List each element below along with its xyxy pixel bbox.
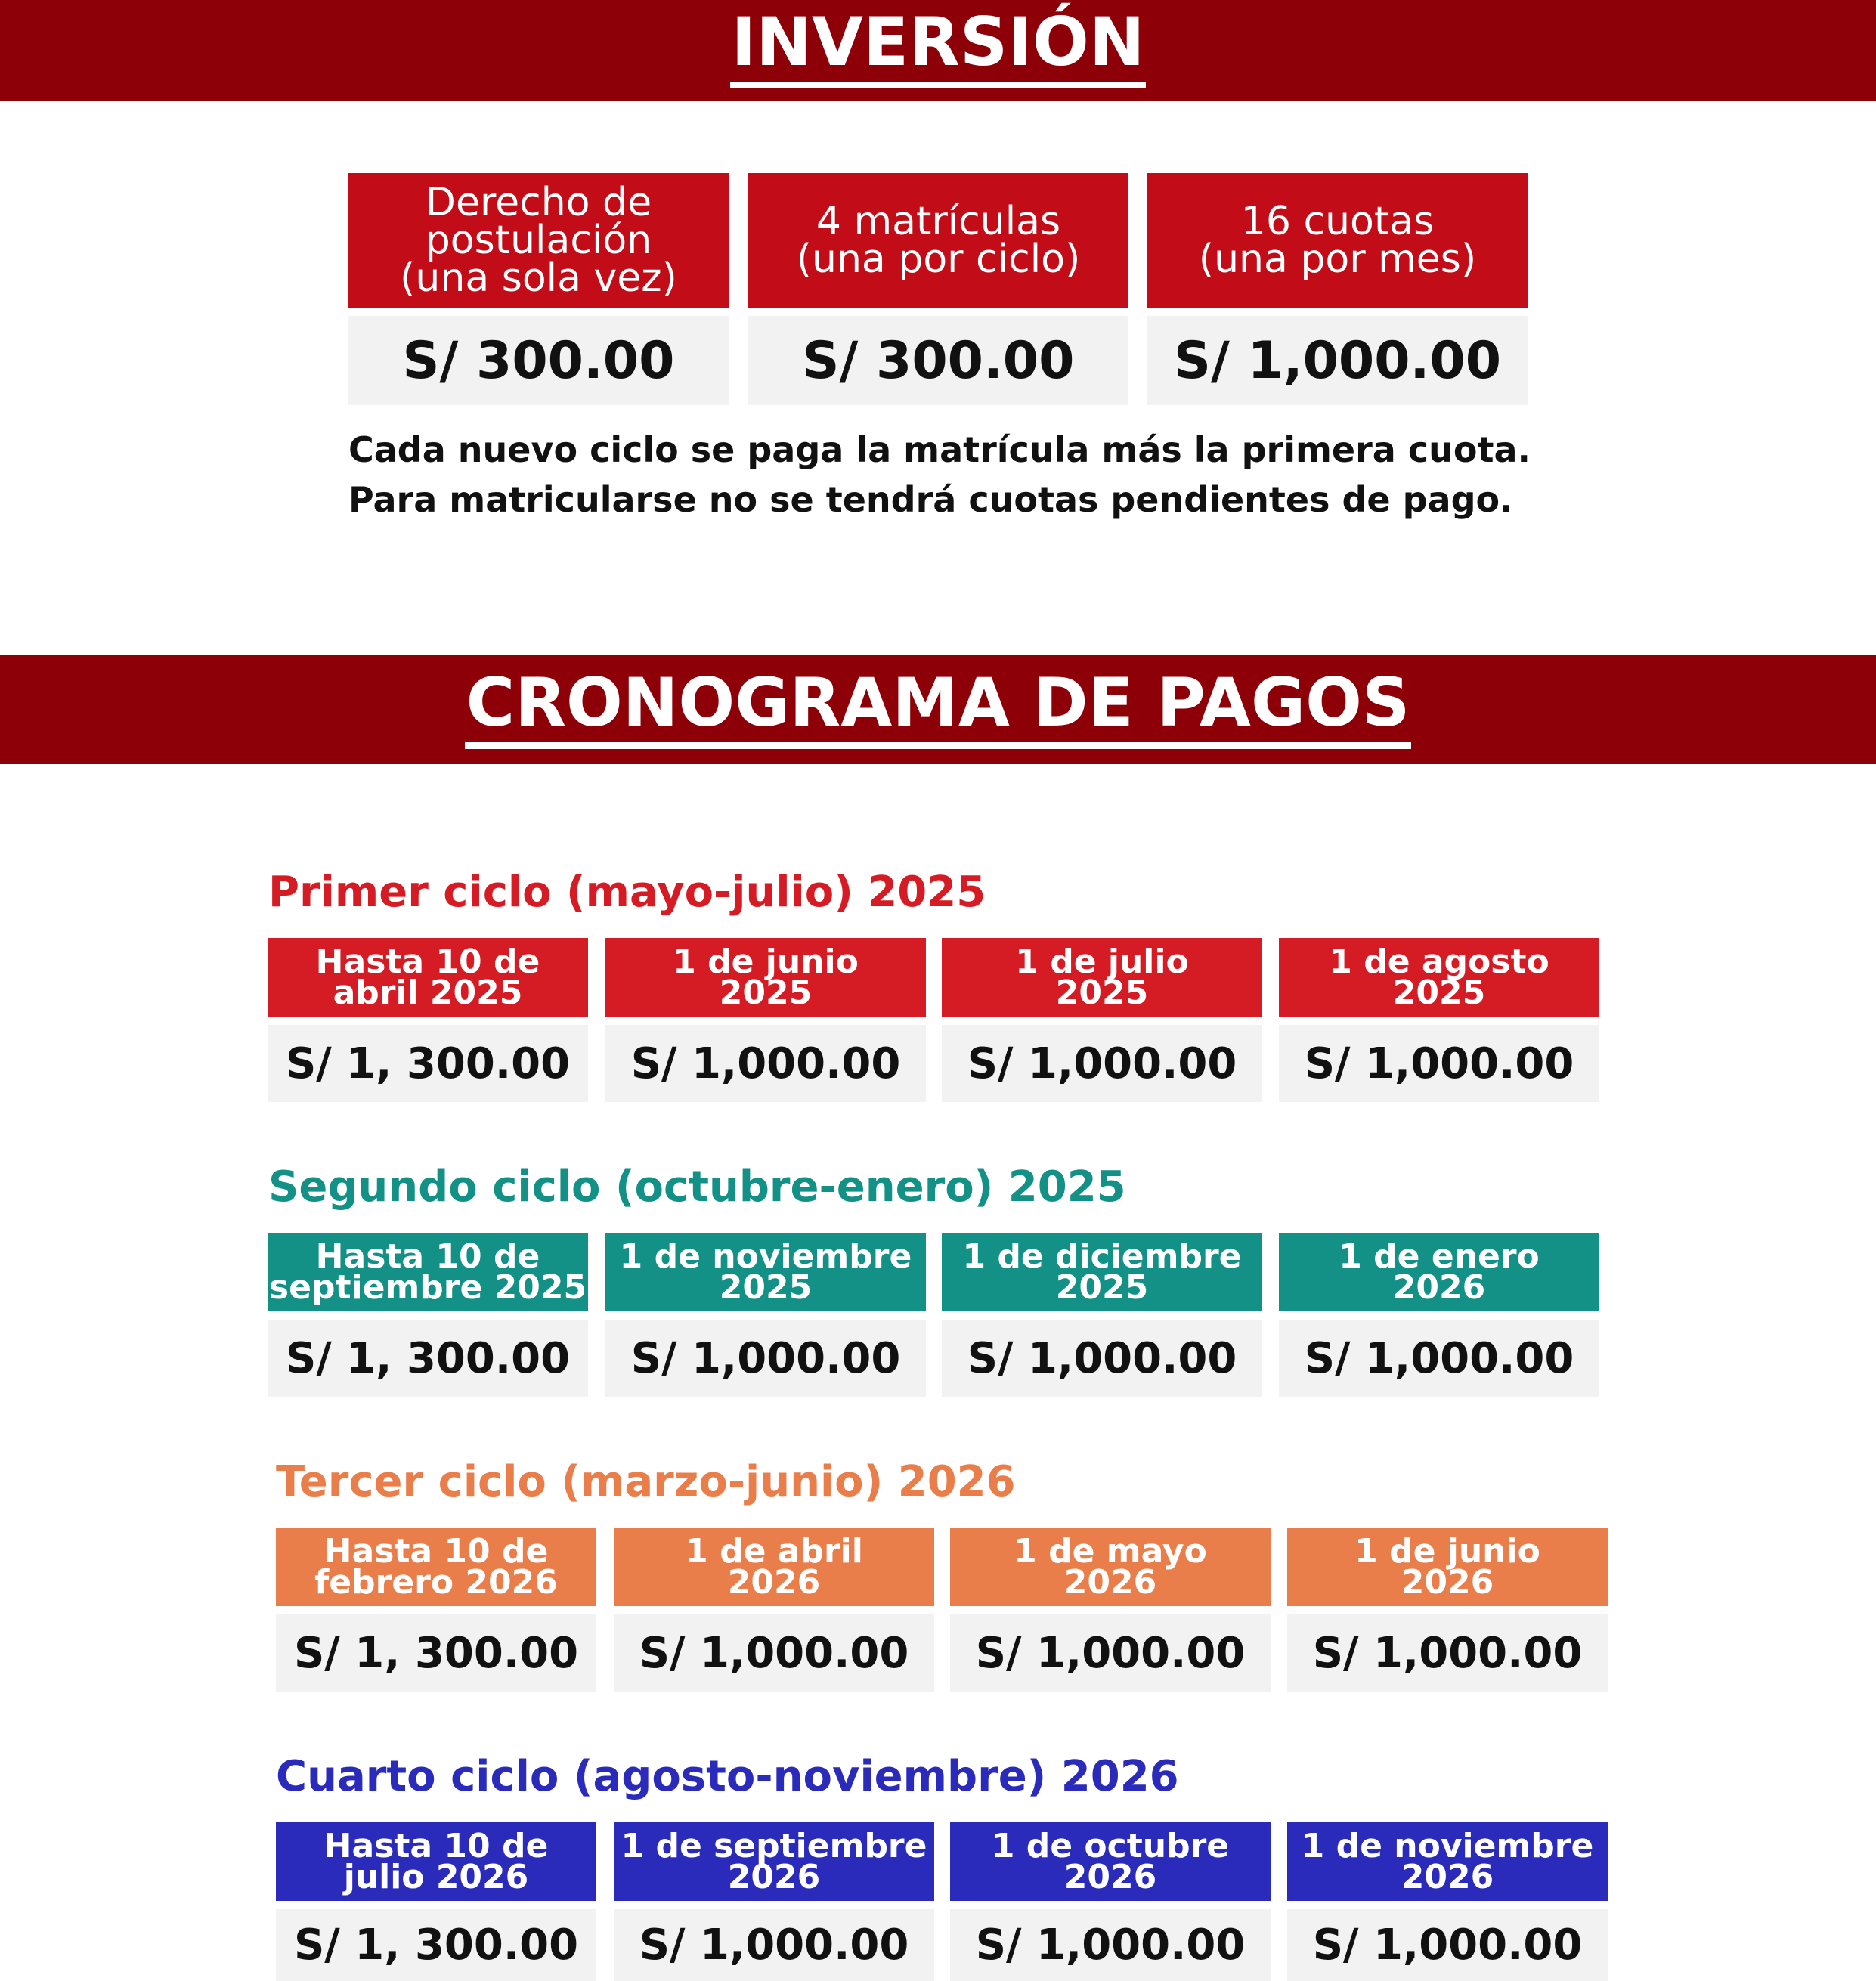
payment-amount: S/ 1,000.00 bbox=[942, 1025, 1262, 1102]
cycle-title: Tercer ciclo (marzo-junio) 2026 bbox=[276, 1457, 1016, 1506]
cycle-title: Primer ciclo (mayo-julio) 2025 bbox=[268, 868, 986, 917]
payment-date-header: Hasta 10 de septiembre 2025 bbox=[268, 1233, 588, 1311]
payment-amount: S/ 1, 300.00 bbox=[268, 1025, 588, 1102]
inversion-note: Cada nuevo ciclo se paga la matrícula más la primera cuota. bbox=[348, 429, 1531, 470]
inversion-item-amount: S/ 300.00 bbox=[348, 316, 729, 405]
cycle-title: Segundo ciclo (octubre-enero) 2025 bbox=[268, 1162, 1126, 1212]
cronograma-title: CRONOGRAMA DE PAGOS bbox=[0, 670, 1876, 749]
payment-date-header: 1 de noviembre 2026 bbox=[1287, 1822, 1608, 1901]
payment-amount: S/ 1, 300.00 bbox=[276, 1909, 596, 1981]
payment-amount: S/ 1,000.00 bbox=[605, 1320, 926, 1397]
payment-date-header: 1 de septiembre 2026 bbox=[614, 1822, 934, 1901]
payment-amount: S/ 1,000.00 bbox=[1279, 1025, 1599, 1102]
payment-date-header: 1 de mayo 2026 bbox=[950, 1528, 1271, 1606]
payment-amount: S/ 1,000.00 bbox=[1279, 1320, 1599, 1397]
payment-amount: S/ 1,000.00 bbox=[605, 1025, 926, 1102]
payment-amount: S/ 1, 300.00 bbox=[268, 1320, 588, 1397]
payment-date-header: Hasta 10 de abril 2025 bbox=[268, 938, 588, 1017]
inversion-title: INVERSIÓN bbox=[0, 9, 1876, 88]
inversion-note: Para matricularse no se tendrá cuotas pendientes de pago. bbox=[348, 479, 1513, 520]
payment-amount: S/ 1,000.00 bbox=[950, 1614, 1271, 1692]
inversion-item-header: 4 matrículas (una por ciclo) bbox=[748, 173, 1128, 308]
payment-date-header: 1 de octubre 2026 bbox=[950, 1822, 1271, 1901]
payment-amount: S/ 1,000.00 bbox=[950, 1909, 1271, 1981]
payment-date-header: 1 de junio 2025 bbox=[605, 938, 926, 1017]
payment-date-header: Hasta 10 de febrero 2026 bbox=[276, 1528, 596, 1606]
payment-date-header: 1 de enero 2026 bbox=[1279, 1233, 1599, 1311]
payment-amount: S/ 1, 300.00 bbox=[276, 1614, 596, 1692]
cycle-title: Cuarto ciclo (agosto-noviembre) 2026 bbox=[276, 1752, 1179, 1801]
payment-amount: S/ 1,000.00 bbox=[614, 1614, 934, 1692]
payment-date-header: Hasta 10 de julio 2026 bbox=[276, 1822, 596, 1901]
payment-amount: S/ 1,000.00 bbox=[614, 1909, 934, 1981]
inversion-item-header: 16 cuotas (una por mes) bbox=[1147, 173, 1528, 308]
payment-date-header: 1 de agosto 2025 bbox=[1279, 938, 1599, 1017]
payment-date-header: 1 de diciembre 2025 bbox=[942, 1233, 1262, 1311]
payment-date-header: 1 de junio 2026 bbox=[1287, 1528, 1608, 1606]
inversion-item-header: Derecho de postulación (una sola vez) bbox=[348, 173, 729, 308]
payment-amount: S/ 1,000.00 bbox=[942, 1320, 1262, 1397]
payment-date-header: 1 de noviembre 2025 bbox=[605, 1233, 926, 1311]
payment-amount: S/ 1,000.00 bbox=[1287, 1909, 1608, 1981]
payment-amount: S/ 1,000.00 bbox=[1287, 1614, 1608, 1692]
payment-date-header: 1 de abril 2026 bbox=[614, 1528, 934, 1606]
inversion-item-amount: S/ 1,000.00 bbox=[1147, 316, 1528, 405]
inversion-item-amount: S/ 300.00 bbox=[748, 316, 1128, 405]
payment-date-header: 1 de julio 2025 bbox=[942, 938, 1262, 1017]
